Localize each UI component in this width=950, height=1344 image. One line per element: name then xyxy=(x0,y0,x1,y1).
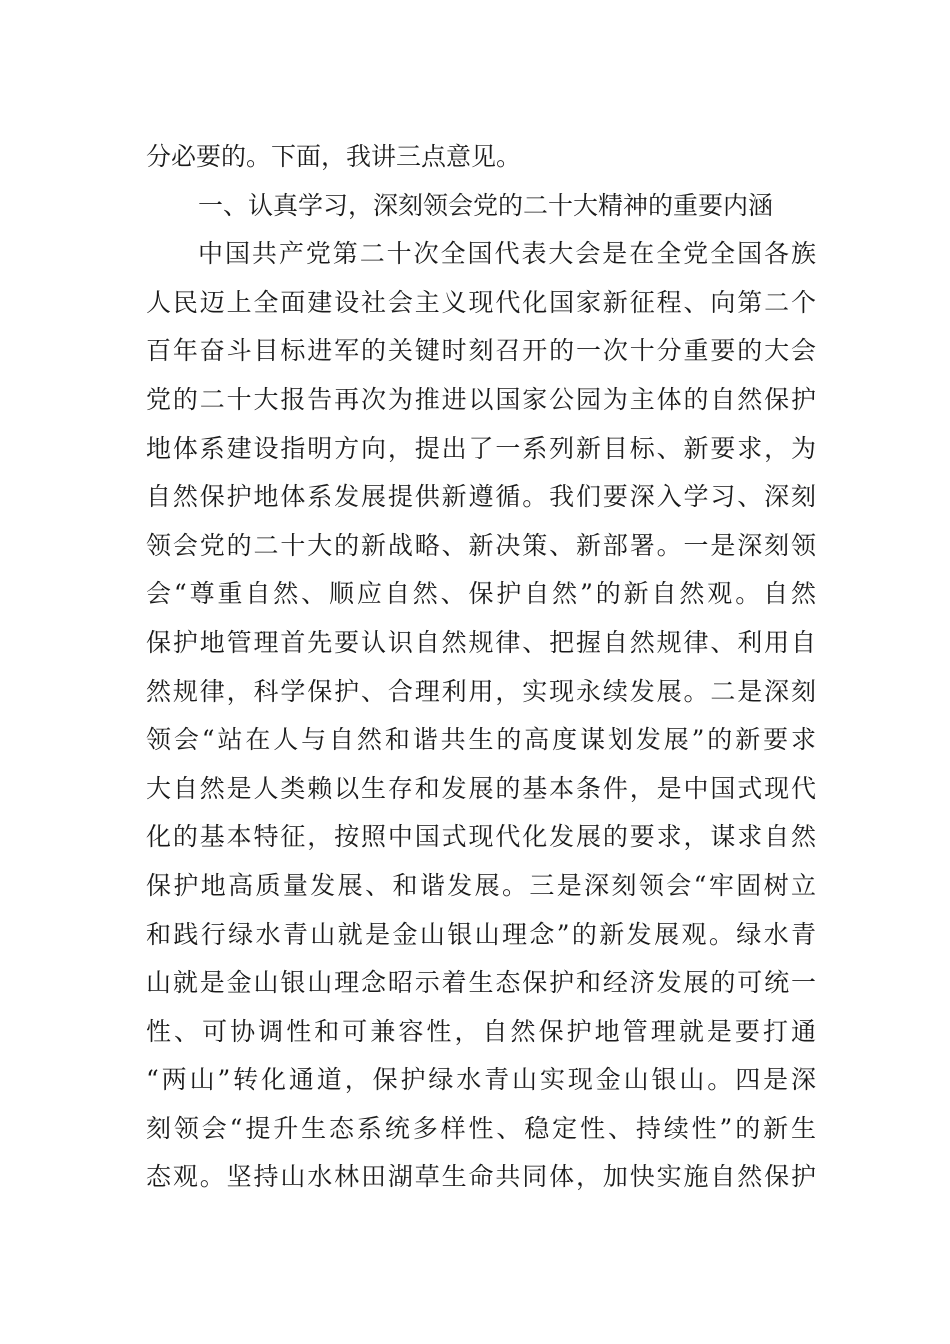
text-line: 会“尊重自然、顺应自然、保护自然”的新自然观。自然 xyxy=(146,579,816,609)
text-line: 保护地高质量发展、和谐发展。三是深刻领会“牢固树立 xyxy=(146,870,816,900)
text-line: 人民迈上全面建设社会主义现代化国家新征程、向第二个 xyxy=(146,287,816,317)
text-line: 大自然是人类赖以生存和发展的基本条件，是中国式现代 xyxy=(146,773,816,803)
text-line: 地体系建设指明方向，提出了一系列新目标、新要求，为 xyxy=(146,433,816,463)
text-line: “两山”转化通道，保护绿水青山实现金山银山。四是深 xyxy=(146,1065,816,1095)
text-line: 化的基本特征，按照中国式现代化发展的要求，谋求自然 xyxy=(146,822,816,852)
text-line: 自然保护地体系发展提供新遵循。我们要深入学习、深刻 xyxy=(146,482,816,512)
text-line: 党的二十大报告再次为推进以国家公园为主体的自然保护 xyxy=(146,384,816,414)
text-line: 领会“站在人与自然和谐共生的高度谋划发展”的新要求 xyxy=(146,725,816,755)
text-line: 然规律，科学保护、合理利用，实现永续发展。二是深刻 xyxy=(146,676,816,706)
text-line: 性、可协调性和可兼容性，自然保护地管理就是要打通 xyxy=(146,1016,816,1046)
text-line: 态观。坚持山水林田湖草生命共同体，加快实施自然保护 xyxy=(146,1162,816,1192)
section-heading: 一、认真学习，深刻领会党的二十大精神的重要内涵 xyxy=(198,190,774,220)
text-line: 中国共产党第二十次全国代表大会是在全党全国各族 xyxy=(198,239,816,269)
text-line: 百年奋斗目标进军的关键时刻召开的一次十分重要的大会 xyxy=(146,336,816,366)
body-text xyxy=(146,133,816,1202)
text-line: 保护地管理首先要认识自然规律、把握自然规律、利用自 xyxy=(146,627,816,657)
text-line: 山就是金山银山理念昭示着生态保护和经济发展的可统一 xyxy=(146,968,816,998)
text-line: 和践行绿水青山就是金山银山理念”的新发展观。绿水青 xyxy=(146,919,816,949)
text-line: 分必要的。下面，我讲三点意见。 xyxy=(146,142,522,171)
text-line: 刻领会“提升生态系统多样性、稳定性、持续性”的新生 xyxy=(146,1113,816,1143)
text-line: 领会党的二十大的新战略、新决策、新部署。一是深刻领 xyxy=(146,530,816,560)
